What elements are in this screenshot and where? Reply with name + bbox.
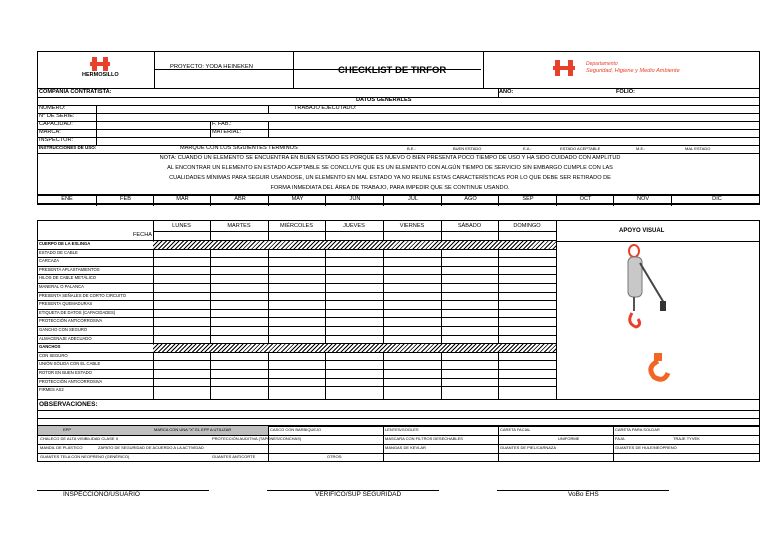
- month-cell: FEB: [96, 195, 154, 206]
- months-row: [37, 194, 760, 205]
- epp-item: GUANTES TELA CON NEOPRENO (GENÉRICO): [40, 454, 130, 459]
- day-label: MARTES: [227, 223, 251, 229]
- epp-header-bg: [38, 426, 268, 435]
- row-label: PRESENTA QUEMADURAS: [39, 301, 93, 307]
- grid-line: [38, 283, 556, 284]
- epp-item: CARETA FACIAL: [500, 427, 531, 432]
- numero-label: NUMERO:: [39, 105, 66, 111]
- folio-label: FOLIO:: [616, 89, 635, 95]
- legend-be: B.E.:: [407, 146, 416, 151]
- epp-item: MASCARA CON FILTROS DESECHABLES: [385, 436, 463, 441]
- day-label: VIERNES: [399, 223, 425, 229]
- epp-item: GUANTES ANTICORTE: [212, 454, 256, 459]
- grid-line: [38, 335, 556, 336]
- epp-item: ZAPATO DE SEGURIDAD DE ACUERDO A LA ACTIVIDAD: [98, 445, 204, 450]
- visual-support: [557, 220, 760, 400]
- epp-item: OTROS:: [327, 454, 343, 459]
- epp-col-line: [268, 426, 269, 462]
- tirfor-image: [612, 243, 672, 343]
- company-label: COMPAÑIA CONTRATISTA:: [39, 89, 112, 95]
- day-label: MIÉRCOLES: [280, 223, 313, 229]
- month-cell: OCT: [556, 195, 614, 206]
- observations-area: [37, 400, 760, 426]
- epp-col-line: [383, 426, 384, 462]
- epp-item: GUANTES DE HULE/NEOPRENO: [615, 445, 677, 450]
- month-cell: ABR: [210, 195, 269, 206]
- epp-col-line: [498, 426, 499, 462]
- hatch-band: [153, 344, 556, 352]
- hatch-band: [153, 241, 556, 249]
- instructions-label: INSTRUCCIONES DE USO:: [39, 145, 97, 150]
- note-line: FORMA INMEDIATA DEL ÁREA DE TRABAJO, PARA IMPEDIR QUE SE CONTINUE USANDO.: [270, 185, 510, 191]
- grid-line: [38, 386, 556, 387]
- epp-header-label: EPP: [63, 427, 72, 432]
- epp-item: UNIFORME: [558, 436, 580, 441]
- row-label: PROTECCIÓN ANTICORROSIVA: [39, 318, 103, 324]
- month-cell: JUL: [383, 195, 442, 206]
- signature-ehs: VoBo EHS: [568, 491, 599, 498]
- row-label: CARCAZA: [39, 258, 60, 264]
- epp-item: LENTES/GOGLES: [385, 427, 419, 432]
- grid-line: [38, 309, 556, 310]
- row-label: PRESENTA SEÑALES DE CORTO CIRCUITO: [39, 292, 126, 298]
- row-label: MANERAL O PALANCA: [39, 284, 84, 289]
- row-label: HILOS DE CABLE METÁLICO: [39, 275, 97, 281]
- epp-item: MANDIL DE PLÁSTICO: [40, 445, 83, 450]
- company-logo: [82, 57, 122, 83]
- row-label: CUERPO DE LA ESLINGA: [39, 241, 91, 246]
- grid-line: [38, 317, 556, 318]
- grid-line: [38, 378, 556, 379]
- grid-line: [38, 266, 556, 267]
- grid-line: [38, 360, 556, 361]
- note-block: [120, 156, 660, 196]
- row-label: FIRMES AS2: [39, 387, 64, 393]
- inspector-label: INSPECTOR:: [39, 137, 74, 143]
- visual-support-title: APOYO VISUAL: [619, 228, 665, 234]
- row-label: ETIQUETA DE DATOS (CAPACIDADES): [39, 309, 116, 315]
- note-line: CUALIDADES MÍNIMAS PARA SEGUIR USANDOSE, UN ELEMENTO EN MAL ESTADO YA NO REUNE ESTAS CARACTERÍSTICAS POR LO QUE DEBE SER RETIRADO DE: [169, 175, 611, 181]
- month-cell: DIC: [671, 195, 762, 206]
- serie-label: N° DE SERIE:: [39, 113, 75, 119]
- legend-me-text: MAL ESTADO: [685, 146, 711, 151]
- signature-inspector: INSPECCIONÓ/USUARIO: [63, 491, 140, 498]
- month-cell: MAY: [268, 195, 326, 206]
- row-label: PRESENTA APLASTAMIENTOS: [39, 266, 100, 272]
- epp-table: [37, 426, 760, 462]
- row-label: CON SEGURO: [39, 352, 68, 358]
- grid-line: [38, 352, 556, 353]
- epp-item: MANGAS DE KEVLAR: [385, 445, 426, 450]
- month-cell: JUN: [325, 195, 384, 206]
- capacidad-label: CAPACIDAD:: [39, 121, 73, 127]
- month-cell: SEP: [498, 195, 557, 206]
- legend-ea: E.A.:: [523, 146, 532, 151]
- grid-line: [38, 300, 556, 301]
- row-label: GANCHO CON SEGURO: [39, 327, 88, 332]
- epp-line: [38, 453, 759, 454]
- material-label: MATERIAL:: [212, 129, 242, 135]
- page-title: CHECKLIST DE TIRFOR: [338, 65, 447, 76]
- epp-item: CARETA PARA SOLDAR: [615, 427, 660, 432]
- day-label: DOMINGO: [513, 223, 541, 229]
- grid-line: [38, 249, 556, 250]
- row-label: ALMACENAJE ADECUADO: [39, 335, 92, 341]
- dept-line1: Departamento: [586, 61, 618, 67]
- note-line: NOTA: CUANDO UN ELEMENTO SE ENCUENTRA EN BUEN ESTADO ES PORQUE ES NUEVO O BIEN PRESENTA POCO TIEMPO DE USO Y HA SIDO CUIDADO CON AMPLITUD: [159, 155, 621, 161]
- epp-item: TRAJE TYVEK: [673, 436, 700, 441]
- day-label: SÁBADO: [457, 223, 482, 229]
- month-cell: MAR: [153, 195, 211, 206]
- note-line: AL ENCONTRAR UN ELEMENTO EN ESTADO ACEPTABLE SE CONCLUYE QUE ES UN ELEMENTO CON ALGÚN TIEMPO DE SERVICIO SIN EMBARGO CUMPLE CON LAS: [167, 165, 613, 171]
- row-label: GANCHOS: [39, 344, 61, 350]
- marque-label: MARQUE CON LOS SIGUIENTES TERMINOS: [180, 145, 298, 151]
- grid-line: [153, 231, 556, 232]
- company-logo-text: HERMOSILLO: [82, 72, 119, 78]
- grid-line: [38, 326, 556, 327]
- project-label: PROYECTO: YODA HEINEKEN: [170, 64, 253, 70]
- legend-me: M.E.:: [636, 146, 646, 151]
- epp-item: CHALECO DE ALTA VISIBILIDAD CLASE II: [40, 436, 118, 441]
- legend-be-text: BUEN ESTADO: [453, 146, 482, 151]
- epp-item: PROTECCIÓN AUDITIVA (TAPONES/CONCHAS): [212, 436, 302, 441]
- legend-ea-text: ESTADO ACEPTABLE: [560, 146, 601, 151]
- signature-verifier: VERIFICÓ/SUP SEGURIDAD: [315, 491, 402, 498]
- month-cell: NOV: [613, 195, 672, 206]
- legend: [403, 146, 760, 153]
- grid-line: [38, 274, 556, 275]
- observations-label: OBSERVACIONES:: [39, 401, 98, 408]
- row-label: ROTOR EN BUEN ESTADO: [39, 370, 92, 375]
- epp-item: FAJA: [615, 436, 625, 441]
- row-label: PROTECCIÓN ANTICORROSIVA: [39, 378, 103, 384]
- grid-line: [38, 369, 556, 370]
- month-cell: AGO: [441, 195, 499, 206]
- checklist-grid: [37, 220, 557, 400]
- epp-item: GUANTES DE PIEL/CARNAZA: [500, 445, 557, 450]
- general-data-title: DATOS GENERALES: [356, 97, 412, 103]
- hook-image: [643, 353, 673, 383]
- grid-line: [38, 257, 556, 258]
- row-label: ESTADO DE CABLE: [39, 249, 78, 255]
- day-label: JUEVES: [343, 223, 365, 229]
- trabajo-label: TRABAJO EJECUTADO:: [294, 105, 357, 111]
- ffab-label: F. FAB.:: [212, 121, 232, 127]
- epp-header-instruction: MARCA CON UNA "X" EL EPP A UTILIZAR: [154, 427, 232, 432]
- epp-col-line: [613, 426, 614, 462]
- dept-logo: [553, 60, 575, 81]
- dept-line2: Seguridad, Higiene y Medio Ambiente: [586, 68, 680, 74]
- day-label: LUNES: [172, 223, 191, 229]
- row-label: UNIÓN SÓLIDA CON EL CABLE: [39, 361, 101, 367]
- month-cell: ENE: [61, 196, 73, 202]
- fecha-label: FECHA: [133, 232, 152, 238]
- year-label: AÑO:: [499, 89, 514, 95]
- epp-item: CASCO CON BARBIQUEJO: [270, 427, 322, 432]
- marca-label: MARCA:: [39, 129, 61, 135]
